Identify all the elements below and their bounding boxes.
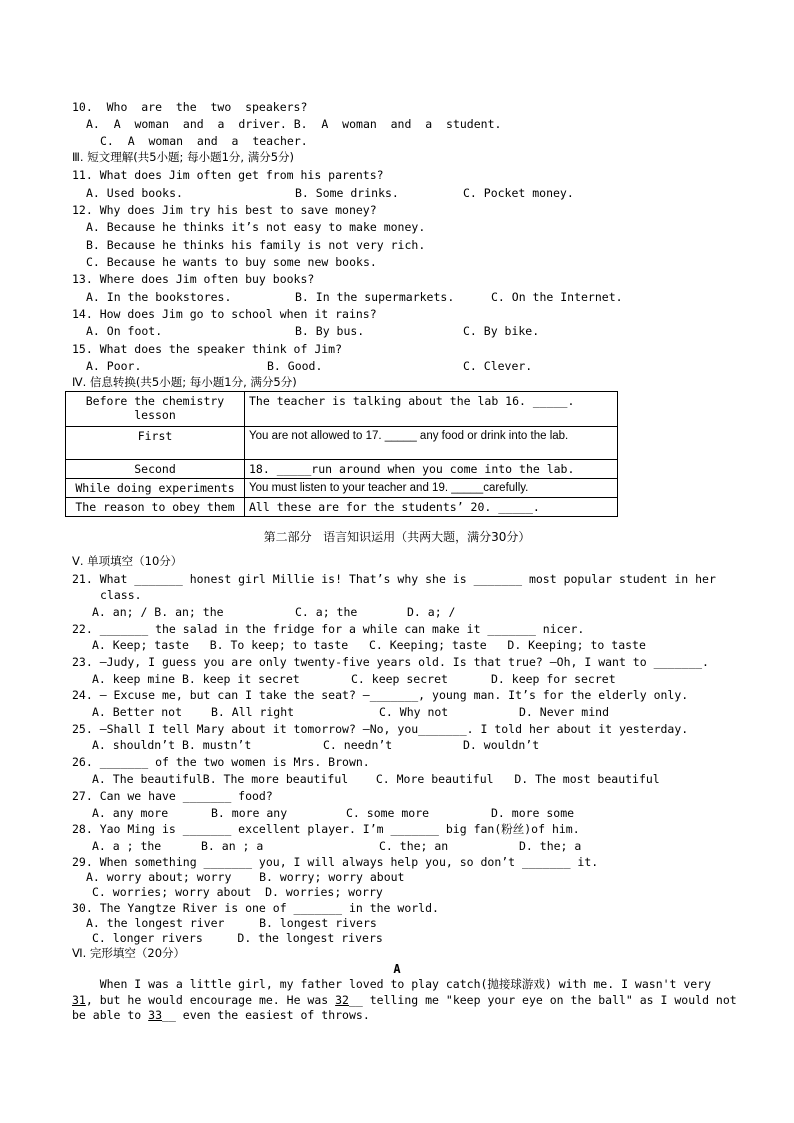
passage-text: __ telling me "keep your eye on the ball" as I would not <box>348 993 737 1007</box>
question-30-options-cd: C. longer rivers D. the longest rivers <box>92 931 383 945</box>
question-21-options-ab: A. an; / B. an; the <box>92 605 224 619</box>
table-cell-right: You must listen to your teacher and 19. _____carefully. <box>245 479 618 498</box>
table-row <box>66 427 618 460</box>
question-25: 25. —Shall I tell Mary about it tomorrow? —No, you_______. I told her about it yesterday. <box>72 722 689 736</box>
question-29: 29. When something _______ you, I will always help you, so don’t _______ it. <box>72 855 599 869</box>
question-28-option-a: A. a ; the <box>92 839 162 853</box>
blank-33: 33 <box>148 1008 163 1022</box>
question-11-option-c: C. Pocket money. <box>463 186 574 200</box>
passage-heading: A <box>393 962 401 976</box>
question-13-option-b: B. In the supermarkets. <box>295 290 455 304</box>
section-4-title: Ⅳ. 信息转换(共5小题; 每小题1分, 满分5分) <box>72 375 297 389</box>
question-25-option-c: C. needn’t <box>323 738 393 752</box>
table-cell-right: The teacher is talking about the lab 16. _____. <box>245 392 618 427</box>
question-24-option-b: B. All right <box>211 705 295 719</box>
part-2-title: 第二部分 语言知识运用（共两大题，满分30分） <box>263 530 531 544</box>
section-3-title: Ⅲ. 短文理解(共5小题; 每小题1分, 满分5分) <box>72 150 295 164</box>
section-5-title: Ⅴ. 单项填空（10分） <box>72 554 183 568</box>
passage-text: __ even the easiest of throws. <box>162 1008 370 1022</box>
question-21-continuation: class. <box>100 588 142 602</box>
question-14: 14. How does Jim go to school when it rains? <box>72 307 377 321</box>
question-13-option-a: A. In the bookstores. <box>86 290 232 304</box>
table-row <box>66 479 618 498</box>
question-27-option-c: C. some more <box>346 806 430 820</box>
question-29-options-cd: C. worries; worry about D. worries; worry <box>92 885 383 899</box>
question-21-option-d: D. a; / <box>407 605 456 619</box>
question-28-option-c: C. the; an <box>379 839 449 853</box>
question-27-option-a: A. any more <box>92 806 169 820</box>
blank-31: 31 <box>72 993 86 1007</box>
question-24-option-a: A. Better not <box>92 705 183 719</box>
table-row <box>66 460 618 479</box>
question-10-option-c: C. A woman and a teacher. <box>100 134 308 148</box>
table-cell-left: First <box>66 427 245 460</box>
question-15: 15. What does the speaker think of Jim? <box>72 342 343 356</box>
passage-line-3 <box>72 1008 370 1022</box>
question-30-options-ab: A. the longest river B. longest rivers <box>86 916 377 930</box>
table-cell-left: While doing experiments <box>66 479 245 498</box>
question-21-option-c: C. a; the <box>295 605 358 619</box>
question-11-option-b: B. Some drinks. <box>295 186 399 200</box>
table-cell-right: You are not allowed to 17. _____ any food or drink into the lab. <box>245 427 618 460</box>
info-transfer-table <box>65 391 618 517</box>
question-23-option-c: C. keep secret <box>351 672 448 686</box>
question-12-option-c: C. Because he wants to buy some new books. <box>86 255 377 269</box>
question-11: 11. What does Jim often get from his parents? <box>72 168 384 182</box>
table-cell-left: The reason to obey them <box>66 498 245 517</box>
table-cell-left: Before the chemistry lesson <box>66 392 245 427</box>
table-row <box>66 498 618 517</box>
question-12: 12. Why does Jim try his best to save money? <box>72 203 377 217</box>
question-28: 28. Yao Ming is _______ excellent player. I’m _______ big fan(粉丝)of him. <box>72 822 580 836</box>
question-30: 30. The Yangtze River is one of _______ in the world. <box>72 901 439 915</box>
question-27-option-d: D. more some <box>491 806 575 820</box>
question-26: 26. _______ of the two women is Mrs. Brown. <box>72 755 370 769</box>
question-26-options: A. The beautifulB. The more beautiful C. More beautiful D. The most beautiful <box>92 772 660 786</box>
question-28-option-d: D. the; a <box>519 839 582 853</box>
question-23-options-ab: A. keep mine B. keep it secret <box>92 672 300 686</box>
table-row <box>66 392 618 427</box>
blank-32: 32 <box>335 993 349 1007</box>
question-15-option-a: A. Poor. <box>86 359 142 373</box>
question-10: 10. Who are the two speakers? <box>72 100 308 114</box>
question-24: 24. — Excuse me, but can I take the seat? —_______, young man. It’s for the elderly only. <box>72 688 689 702</box>
question-25-option-d: D. wouldn’t <box>463 738 540 752</box>
question-10-options-ab: A. A woman and a driver. B. A woman and a student. <box>86 117 502 131</box>
question-12-option-b: B. Because he thinks his family is not very rich. <box>86 238 426 252</box>
question-12-option-a: A. Because he thinks it’s not easy to make money. <box>86 220 426 234</box>
question-14-option-a: A. On foot. <box>86 324 163 338</box>
question-13-option-c: C. On the Internet. <box>491 290 623 304</box>
question-14-option-b: B. By bus. <box>295 324 365 338</box>
passage-line-2 <box>72 993 737 1007</box>
question-15-option-c: C. Clever. <box>463 359 533 373</box>
question-22-options: A. Keep; taste B. To keep; to taste C. Keeping; taste D. Keeping; to taste <box>92 638 646 652</box>
question-13: 13. Where does Jim often buy books? <box>72 272 315 286</box>
passage-text: , but he would encourage me. He was <box>85 993 336 1007</box>
question-11-option-a: A. Used books. <box>86 186 183 200</box>
question-15-option-b: B. Good. <box>267 359 323 373</box>
question-27: 27. Can we have _______ food? <box>72 789 273 803</box>
passage-line-1: When I was a little girl, my father loved to play catch(抛接球游戏) with me. I wasn't very <box>72 977 712 991</box>
question-27-option-b: B. more any <box>211 806 288 820</box>
table-cell-right: 18. _____run around when you come into the lab. <box>245 460 618 479</box>
question-24-option-c: C. Why not <box>379 705 449 719</box>
question-23-option-d: D. keep for secret <box>491 672 616 686</box>
question-14-option-c: C. By bike. <box>463 324 540 338</box>
passage-text: be able to <box>72 1008 149 1022</box>
table-cell-left: Second <box>66 460 245 479</box>
question-24-option-d: D. Never mind <box>519 705 610 719</box>
question-28-option-b: B. an ; a <box>201 839 264 853</box>
section-6-title: Ⅵ. 完形填空（20分） <box>72 946 186 960</box>
table-cell-right: All these are for the students’ 20. _____. <box>245 498 618 517</box>
question-22: 22. _______ the salad in the fridge for a while can make it _______ nicer. <box>72 622 585 636</box>
question-23: 23. —Judy, I guess you are only twenty-five years old. Is that true? —Oh, I want to _______. <box>72 655 709 669</box>
question-25-options-ab: A. shouldn’t B. mustn’t <box>92 738 252 752</box>
question-21: 21. What _______ honest girl Millie is! That’s why she is _______ most popular student in her <box>72 572 716 586</box>
question-29-options-ab: A. worry about; worry B. worry; worry about <box>86 870 405 884</box>
